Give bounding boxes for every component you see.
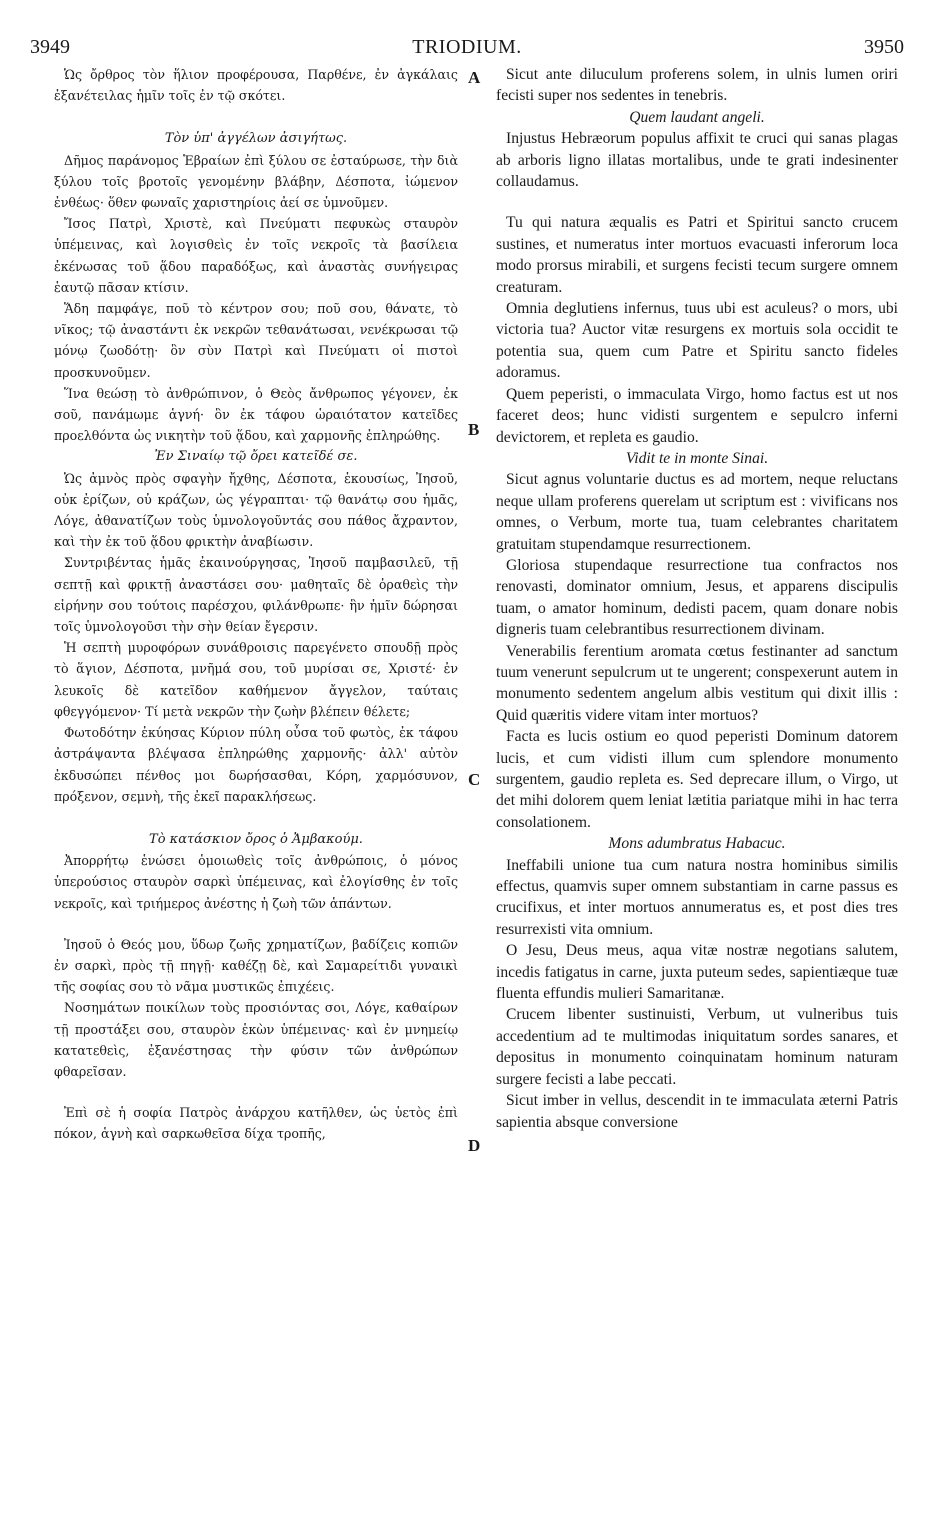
running-title: TRIODIUM.	[412, 36, 522, 58]
greek-paragraph: Φωτοδότην ἐκύησας Κύριον πύλη οὖσα τοῦ φωτὸς, ἐκ τάφου ἀστράψαντα βλέψασα ἐπληρώθης χαρμονῆς· ἀλλ' αὐτὸν ἐκδυσώπει πένθος μοι δωρήσασθαι, Κόρη, χαρμόσυνον, πρόξενον, σεμνὴ, τῆς ἐκεῖ παρακλήσεως.	[54, 725, 458, 804]
greek-paragraph: Ἵνα θεώσῃ τὸ ἀνθρώπινον, ὁ Θεὸς ἄνθρωπος γέγονεν, ἐκ σοῦ, πανάμωμε ἁγνή· ὃν ἐκ τάφου ὡραιότατον κατεῖδες προελθόντα ὡς νικητὴν τοῦ ᾅδου, καὶ χαρμονῆς ἐπληρώθης.	[54, 385, 458, 444]
greek-paragraph: Ἐπὶ σὲ ἡ σοφία Πατρὸς ἀνάρχου κατῆλθεν, ὡς ὑετὸς ἐπὶ πόκον, ἁγνὴ καὶ σαρκωθεῖσα δίχα τροπῆς,	[54, 1105, 458, 1142]
greek-paragraph: Ἰησοῦ ὁ Θεός μου, ὕδωρ ζωῆς χρηματίζων, βαδίζεις κοπιῶν ἐν σαρκὶ, πρὸς τῇ πηγῇ· καθέζῃ δὲ, καὶ Σαμαρείτιδι γυναικὶ τῆς σοφίας σου τὸ νᾶμα μυστικῶς ἐπιχέεις.	[54, 936, 458, 995]
greek-paragraph: Δῆμος παράνομος Ἑβραίων ἐπὶ ξύλου σε ἐσταύρωσε, τὴν διὰ ξύλου τοῖς βροτοῖς γενομένην βλάβην, Δέσποτα, ἰώμενον ἐνθέως· ὅθεν φωναῖς χαριστηρίοις ἀεί σε ὑμνοῦμεν.	[54, 152, 458, 211]
latin-paragraph: Venerabilis ferentium aromata cœtus festinanter ad sanctum tuum venerunt sepulcrum ut te ungerent; conspexerunt autem in monumento sedentem angelum albis vestitum qui dixit illis : Quid quæritis videre vitam inter mortuos?	[496, 642, 898, 724]
greek-paragraph: Ὡς ὄρθρος τὸν ἥλιον προφέρουσα, Παρθένε, ἐν ἀγκάλαις ἐξανέτειλας ἡμῖν τοῖς ἐν τῷ σκότει.	[54, 67, 458, 104]
greek-heading: Ἐν Σιναίῳ τῷ ὄρει κατεῖδέ σε.	[154, 449, 358, 465]
page-number-right: 3950	[864, 36, 904, 58]
greek-paragraph: Ἡ σεπτὴ μυροφόρων συνάθροισις παρεγένετο σπουδῇ πρὸς τὸ ἅγιον, Δέσποτα, μνῆμά σου, τοῦ μυρίσαι σε, Χριστέ· ἐν λευκοῖς δὲ κατεῖδον καθήμενον ἄγγελον, ταύταις φθεγγόμενον· Τί μετὰ νεκρῶν τὴν ζωὴν βλέπειν θέλετε;	[54, 640, 458, 719]
greek-column	[54, 64, 458, 1145]
latin-paragraph: Omnia deglutiens infernus, tuus ubi est aculeus? o mors, ubi victoria tua? Auctor vitæ resurgens ex mortuis sola occidit te potentia sua, quem cum Patre et Spiritu sancto fideles adoramus.	[496, 300, 898, 382]
latin-paragraph: Sicut ante diluculum proferens solem, in ulnis lumen oriri fecisti super nos sedentes in tenebris.	[496, 66, 898, 105]
latin-paragraph: Ineffabili unione tua cum natura nostra hominibus similis effectus, quamvis super omnem substantiam in carne passus es crucifixus, et inter mortuos annumeratus es, et post dies tres resurrexisti vita omnium.	[496, 856, 898, 938]
greek-paragraph: Ἴσος Πατρὶ, Χριστὲ, καὶ Πνεύματι πεφυκὼς σταυρὸν ὑπέμεινας, καὶ λογισθεὶς ἐν τοῖς νεκροῖς τὰ βασίλεια ἐκένωσας τοῦ ᾅδου παραδόξως, καὶ ἀναστὰς συνήγειρας ἑαυτῷ πᾶσαν κτίσιν.	[54, 216, 458, 295]
page-number-left: 3949	[30, 36, 70, 58]
section-marker-c: C	[468, 770, 481, 789]
section-marker-a: A	[468, 68, 481, 87]
latin-paragraph: Gloriosa stupendaque resurrectione tua confractos nos renovasti, dominator omnium, Jesus, et apparens discipulis tuam, o amator hominum, dedisti pacem, quam donare nobis digneris tuam celebrantibus resurrectionem divinam.	[496, 556, 898, 639]
latin-paragraph: Facta es lucis ostium eo quod peperisti Dominum datorem lucis, et cum vidisti illum cum splendore monumento surgentem, gaudio repleta es. Sed deprecare illum, o Virgo, ut det mihi dolorem quem leniat lætitia pariatque mihi in hac terra consolationem.	[496, 728, 898, 831]
greek-paragraph: Ἀπορρήτῳ ἑνώσει ὁμοιωθεὶς τοῖς ἀνθρώποις, ὁ μόνος ὑπερούσιος σταυρὸν σαρκὶ ὑπέμεινας, καὶ ἐλογίσθης ἐν τοῖς νεκροῖς, καὶ τριήμερος ἀνέστης ἡ ζωὴ τῶν ἁπάντων.	[54, 853, 458, 911]
section-marker-b: B	[468, 420, 480, 439]
latin-paragraph: Sicut agnus voluntarie ductus es ad mortem, neque reluctans neque ullam proferens querelam ut scriptum est : vivificans nos omnes, o Verbum, morte tua, tuam celebrantes charitatem gratuitam stupendamque resurrectionem.	[496, 471, 898, 553]
latin-paragraph: O Jesu, Deus meus, aqua vitæ nostræ negotians salutem, incedis fatigatus in carne, juxta puteum sedes, sapientiæque tuæ fluenta effundis mulieri Samaritanæ.	[496, 942, 898, 1003]
latin-paragraph: Quem peperisti, o immaculata Virgo, homo factus est ut nos faceret deos; hunc vidisti surgentem e sepulcro inferni devictorem, et repleta es gaudio.	[496, 385, 898, 446]
latin-paragraph: Injustus Hebræorum populus affixit te cruci qui sanas plagas ab arboris ligno illatas mortalibus, unde te grati indesinenter collaudamus.	[496, 130, 898, 191]
greek-paragraph: Συντριβέντας ἡμᾶς ἐκαινούργησας, Ἰησοῦ παμβασιλεῦ, τῇ σεπτῇ καὶ φρικτῇ ἀναστάσει σου· μαθηταῖς δὲ ὀραθεὶς τὴν εἰρήνην σου τούτοις παρέσχου, φιλάνθρωπε· ἣν ἡμῖν δώρησαι τοῖς ὑμνολογοῦσι τὴν σὴν θείαν ἔγερσιν.	[54, 555, 458, 635]
greek-paragraph: Ἅδη παμφάγε, ποῦ τὸ κέντρον σου; ποῦ σου, θάνατε, τὸ νῖκος; τῷ ἀναστάντι ἐκ νεκρῶν τεθανάτωσαι, νενέκρωσαι τῷ μόνῳ ζωοδότῃ· ὃν σὺν Πατρὶ καὶ Πνεύματι οἱ πιστοὶ προσκυνοῦμεν.	[54, 301, 458, 380]
page-header	[30, 36, 904, 64]
latin-heading: Vidit te in monte Sinai.	[625, 449, 769, 467]
greek-heading: Τὸν ὑπ' ἀγγέλων ἀσιγήτως.	[164, 131, 348, 147]
greek-heading: Τὸ κατάσκιον ὄρος ὁ Ἀμβακούμ.	[149, 831, 363, 847]
section-marker-d: D	[468, 1136, 481, 1155]
greek-paragraph: Ὡς ἀμνὸς πρὸς σφαγὴν ἤχθης, Δέσποτα, ἑκουσίως, Ἰησοῦ, οὐκ ἐρίζων, οὐ κράζων, ὡς γέγραπται· τῷ θανάτῳ σου ἡμᾶς, Λόγε, ἀθανατίζων τοὺς ὑμνολογοῦντάς σου πάθος ἄχραντον, καὶ τὴν ἐκ τοῦ ᾅδου φρικτὴν ἀναβίωσιν.	[54, 470, 458, 550]
latin-heading: Mons adumbratus Habacuc.	[608, 835, 786, 853]
latin-paragraph: Sicut imber in vellus, descendit in te immaculata æterni Patris sapientia absque conversione	[496, 1092, 898, 1131]
latin-paragraph: Tu qui natura æqualis es Patri et Spiritui sancto crucem sustines, et numeratus inter mortuos evacuasti inferorum loca modo prorsus mirabili, et surgens fecisti tecum surgere omnem creaturam.	[496, 214, 898, 296]
latin-heading: Quem laudant angeli.	[629, 108, 765, 126]
latin-paragraph: Crucem libenter sustinuisti, Verbum, ut vulneribus tuis accedentium ad te multimodas iniquitatum sordes sanares, et depositus in monumento coinquinatam hominum naturam surgere fecisti a labe peccati.	[496, 1006, 898, 1088]
latin-column	[496, 64, 898, 1133]
greek-paragraph: Νοσημάτων ποικίλων τοὺς προσιόντας σοι, Λόγε, καθαίρων τῇ προστάξει σου, σταυρὸν ἑκὼν ὑπέμεινας· καὶ ἐν μνημείῳ κατατεθεὶς, ἐξανέστησας τὴν φύσιν τῶν ἀνθρώπων φθαρεῖσαν.	[54, 1000, 458, 1079]
